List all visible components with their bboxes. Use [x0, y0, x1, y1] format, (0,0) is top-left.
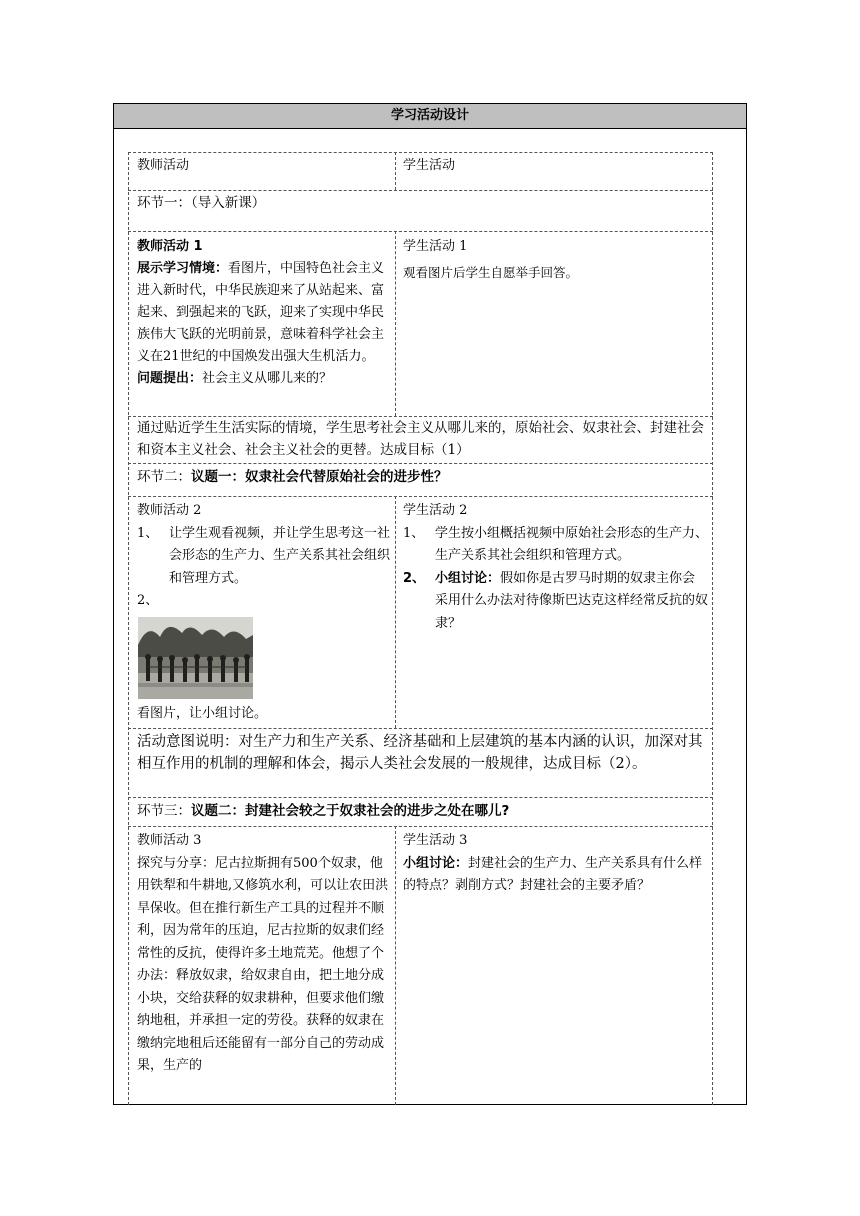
teacher-activity-2-title: 教师活动 2 — [137, 503, 202, 518]
grid-line — [128, 152, 713, 153]
section-three-title — [137, 801, 709, 823]
grid-line — [128, 728, 713, 729]
teacher-activity-1 — [137, 236, 391, 390]
image-caption: 看图片，让小组讨论。 — [137, 706, 268, 721]
teacher-activity-1-title: 教师活动 1 — [137, 239, 203, 254]
grid-line — [395, 152, 396, 190]
question-paragraph — [137, 368, 391, 390]
slaves-illustration-image — [138, 617, 253, 699]
grid-line — [128, 190, 713, 191]
intent-note-1: 通过贴近学生生活实际的情境，学生思考社会主义从哪儿来的，原始社会、奴隶社会、封建社会和资本主义社会、社会主义社会的更替。达成目标（1） — [137, 420, 704, 458]
item-number: 1、 — [137, 525, 159, 541]
teacher-column-header: 教师活动 — [137, 158, 190, 173]
student-activity-1 — [403, 236, 708, 283]
discussion-label: 小组讨论： — [403, 855, 469, 871]
grid-line — [128, 496, 713, 497]
student-activity-1-title: 学生活动 1 — [403, 239, 468, 254]
grid-line — [128, 826, 713, 827]
grid-line — [128, 231, 713, 232]
item-text: 学生按小组概括视频中原始社会形态的生产力、生产关系其社会组织和管理方式。 — [435, 525, 709, 563]
student-column-header: 学生活动 — [403, 158, 456, 173]
situation-paragraph — [137, 258, 391, 368]
teacher-activity-2-item-2: 2、 — [137, 593, 159, 608]
item-text: 让学生观看视频，并让学生思考这一社会形态的生产力、生产关系其社会组织和管理方式。 — [169, 525, 391, 586]
table-header: 学习活动设计 — [114, 104, 746, 129]
student-activity-3 — [403, 830, 708, 898]
question-label: 问题提出： — [137, 371, 203, 386]
situation-text: 看图片，中国特色社会主义进入新时代，中华民族迎来了从站起来、富起来、到强起来的飞跃，迎来了实现中华民族伟大飞跃的光明前景，意味着科学社会主义在21世纪的中国焕发出强大生机活力。 — [137, 261, 385, 364]
student-activity-3-paragraph — [403, 853, 708, 898]
section-three-prefix: 环节三： — [137, 803, 191, 819]
student-activity-2-item-2 — [403, 568, 708, 636]
grid-line — [128, 797, 713, 798]
grid-line — [395, 496, 396, 728]
discussion-label: 小组讨论： — [435, 570, 501, 586]
section-one-title: 环节一：（导入新课） — [137, 195, 266, 211]
student-activity-1-text: 观看图片后学生自愿举手回答。 — [403, 264, 579, 280]
section-three-topic: 议题二：封建社会较之于奴隶社会的进步之处在哪儿? — [191, 803, 510, 819]
intent-note-2: 活动意图说明：对生产力和生产关系、经济基础和上层建筑的基本内涵的认识，加深对其相互作用的机制的理解和体会，揭示人类社会发展的一般规律，达成目标（2）。 — [137, 734, 703, 772]
situation-label: 展示学习情境： — [137, 261, 229, 276]
item-text: 假如你是古罗马时期的奴隶主你会采用什么办法对待像斯巴达克这样经常反抗的奴隶？ — [435, 570, 709, 631]
student-activity-3-text: 封建社会的生产力、生产关系具有什么样的特点？剥削方式？封建社会的主要矛盾？ — [403, 855, 703, 893]
student-activity-2 — [403, 500, 708, 635]
student-activity-2-title: 学生活动 2 — [403, 503, 468, 518]
student-activity-3-title: 学生活动 3 — [403, 833, 468, 848]
item-number: 2、 — [403, 570, 426, 586]
grid-line — [395, 231, 396, 416]
teacher-activity-3-title: 教师活动 3 — [137, 833, 202, 848]
grid-line — [712, 152, 713, 1105]
section-two-topic: 议题一：奴隶社会代替原始社会的进步性？ — [191, 469, 448, 485]
student-activity-2-item-1 — [403, 523, 708, 568]
section-two-prefix: 环节二： — [137, 469, 191, 485]
grid-line — [128, 416, 713, 417]
teacher-activity-3-text: 探究与分享：尼古拉斯拥有500个奴隶，他用铁犁和牛耕地,又修筑水利，可以让农田洪旱保收。但在推行新生产工具的过程并不顺利，因为常年的压迫，尼古拉斯的奴隶们经常性的反抗，使得许多土地荒芜。他想了个办法：释放奴隶，给奴隶自由，把土地分成小块，交给获释的奴隶耕种，但要求他们缴纳地租，并承担一定的劳役。获释的奴隶在缴纳完地租后还能留有一部分自己的劳动成果，生产的 — [137, 855, 389, 1073]
grid-line — [128, 463, 713, 464]
teacher-activity-2 — [137, 500, 391, 613]
grid-line — [395, 826, 396, 1105]
teacher-activity-3 — [137, 830, 391, 1078]
grid-line — [128, 152, 129, 1105]
item-number: 1、 — [403, 525, 425, 541]
question-text: 社会主义从哪儿来的？ — [202, 371, 333, 386]
section-two-title — [137, 467, 709, 489]
teacher-activity-2-item-1 — [137, 523, 391, 591]
